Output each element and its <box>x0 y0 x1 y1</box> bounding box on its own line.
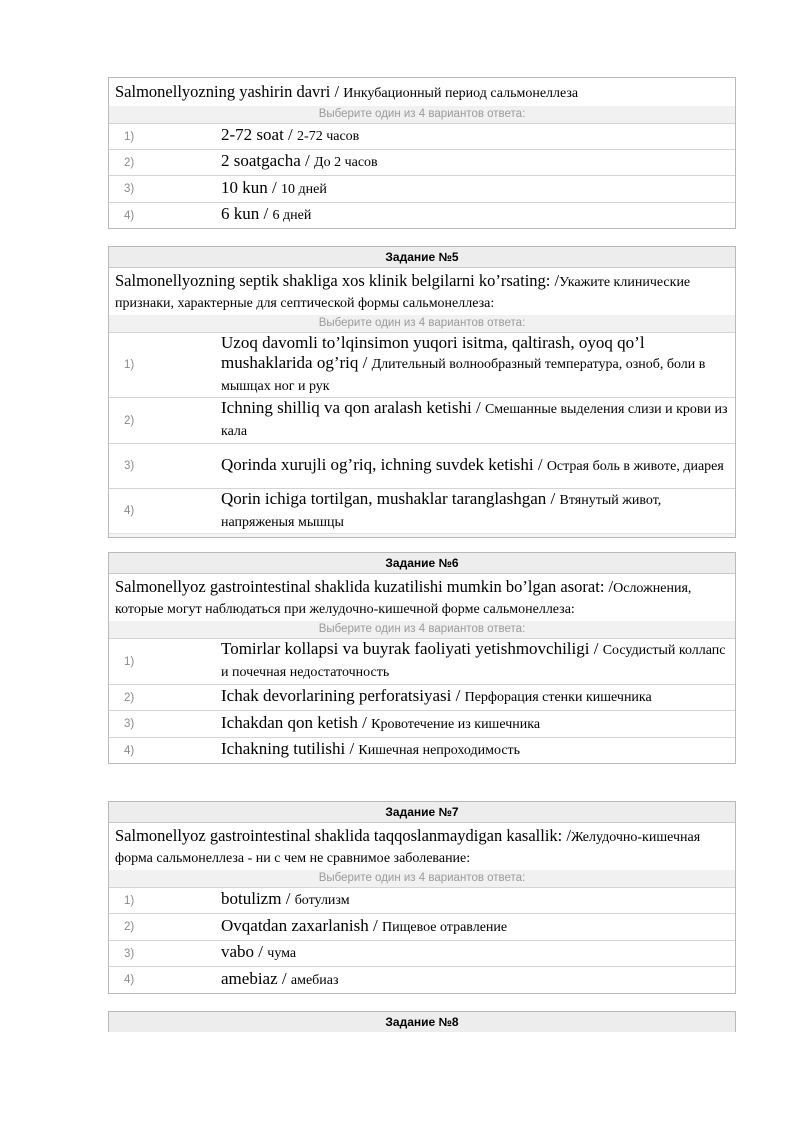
answer-option[interactable]: 3) 10 kun / 10 дней <box>109 175 735 202</box>
option-uz: Qorinda xurujli og’riq, ichning suvdek ketishi <box>221 454 534 474</box>
question-title: Задание №6 <box>109 553 735 574</box>
option-uz: Ichak devorlarining perforatsiyasi <box>221 686 452 705</box>
option-number: 3) <box>124 947 135 960</box>
question-ru: Осложнения, которые могут наблюдаться при желудочно-кишечной форме сальмонеллеза: <box>115 581 692 617</box>
option-number: 3) <box>124 718 135 730</box>
option-uz: Ovqatdan zaxarlanish <box>221 915 369 935</box>
option-number: 2) <box>124 414 135 427</box>
question-title: Задание №5 <box>109 247 735 268</box>
question-block-8 <box>108 1011 736 1032</box>
answer-option[interactable]: 1) Tomirlar kollapsi va buyrak faoliyati yetishmovchiligi / Сосудистый коллапс и почечная недостаточность <box>109 638 735 684</box>
answer-option[interactable]: 1) botulizm / ботулизм <box>109 887 735 913</box>
question-block-4 <box>108 77 736 229</box>
question-ru: Укажите клинические признаки, характерные для септической формы сальмонеллеза: <box>115 275 691 311</box>
option-number: 4) <box>124 744 135 757</box>
option-number: 4) <box>124 974 135 986</box>
option-uz: Ichning shilliq va qon aralash ketishi <box>221 398 472 417</box>
answer-option[interactable]: 4) Ichakning tutilishi / Кишечная непроходимость <box>109 737 735 763</box>
option-ru: Кровотечение из кишечника <box>371 716 541 732</box>
answer-hint: Выберите один из 4 вариантов ответа: <box>109 870 735 887</box>
option-ru: Сосудистый коллапс и почечная недостаточность <box>221 643 726 680</box>
option-ru: Пищевое отравление <box>381 919 508 935</box>
option-uz: Ichakdan qon ketish <box>221 712 358 732</box>
option-uz: 6 kun <box>221 204 260 223</box>
option-ru: Длительный волнообразный температура, озноб, боли в мышцах ног и рук <box>221 356 706 394</box>
option-ru: амебиаз <box>290 972 339 988</box>
question-block-6 <box>108 552 736 764</box>
answer-option[interactable]: 3) Ichakdan qon ketish / Кровотечение из кишечника <box>109 710 735 737</box>
option-ru: ботулизм <box>294 893 350 908</box>
option-number: 4) <box>124 209 135 222</box>
option-number: 1) <box>124 655 135 668</box>
option-number: 2) <box>124 921 135 933</box>
answer-option[interactable]: 2) Ichning shilliq va qon aralash ketishi / Смешанные выделения слизи и крови из кала <box>109 397 735 443</box>
option-number: 2) <box>124 156 135 169</box>
answer-hint: Выберите один из 4 вариантов ответа: <box>109 621 735 638</box>
answer-hint: Выберите один из 4 вариантов ответа: <box>109 315 735 332</box>
option-uz: Tomirlar kollapsi va buyrak faoliyati yetishmovchiligi <box>221 639 590 658</box>
option-uz: 2 soatgacha <box>221 151 301 170</box>
question-uz: Salmonellyozning yashirin davri <box>115 82 331 101</box>
option-number: 3) <box>124 460 135 472</box>
option-ru: 10 дней <box>280 181 327 197</box>
option-uz: amebiaz <box>221 968 278 988</box>
option-number: 4) <box>124 505 135 517</box>
option-uz: vabo <box>221 942 255 961</box>
option-uz: Ichakning tutilishi <box>221 739 346 758</box>
option-ru: 6 дней <box>272 208 312 223</box>
question-ru: Желудочно-кишечная форма сальмонеллеза - ни с чем не сравнимое заболевание: <box>115 830 701 866</box>
question-uz: Salmonellyozning septik shakliga xos klinik belgilarni ko’rsating: / <box>115 271 560 290</box>
question-uz: Salmonellyoz gastrointestinal shaklida taqqoslanmaydigan kasallik: / <box>115 826 571 845</box>
answer-option[interactable]: 4) amebiaz / амебиаз <box>109 966 735 993</box>
answer-hint: Выберите один из 4 вариантов ответа: <box>109 106 735 123</box>
option-ru: чума <box>267 946 297 961</box>
option-ru: До 2 часов <box>314 155 378 170</box>
option-ru: Перфорация стенки кишечника <box>464 690 652 705</box>
option-ru: Острая боль в животе, диарея <box>546 458 724 474</box>
option-uz: botulizm <box>221 889 282 908</box>
option-number: 1) <box>124 359 135 371</box>
option-ru: Смешанные выделения слизи и крови из кала <box>221 402 728 439</box>
question-text <box>109 823 735 870</box>
question-text: Salmonellyozning yashirin davri / Инкубационный период сальмонеллеза <box>115 82 579 101</box>
option-uz: 10 kun <box>221 177 268 197</box>
option-uz: 2-72 soat <box>221 125 284 144</box>
option-uz: Uzoq davomli to’lqinsimon yuqori isitma, qaltirash, oyoq qo’l mushaklarida og’riq <box>221 332 645 372</box>
option-ru: 2-72 часов <box>297 129 360 144</box>
option-ru: Втянутый живот, напряженыя мышцы <box>221 492 662 530</box>
answer-option[interactable]: 3) vabo / чума <box>109 940 735 966</box>
answer-option[interactable]: 1) 2-72 soat / 2-72 часов <box>109 123 735 149</box>
option-number: 1) <box>124 894 135 907</box>
answer-option[interactable]: 1) Uzoq davomli to’lqinsimon yuqori isitma, qaltirash, oyoq qo’l mushaklarida og’riq / Длительный волнообразный температура, озноб, боли в мышцах ног и рук <box>109 332 735 397</box>
question-title: Задание №7 <box>109 802 735 823</box>
option-number: 2) <box>124 691 135 704</box>
question-text <box>109 268 735 315</box>
option-number: 1) <box>124 130 135 143</box>
question-uz: Salmonellyoz gastrointestinal shaklida kuzatilishi mumkin bo’lgan asorat: / <box>115 577 614 596</box>
option-number: 3) <box>124 183 135 195</box>
question-block-7 <box>108 801 736 994</box>
option-uz: Qorin ichiga tortilgan, mushaklar taranglashgan <box>221 488 547 508</box>
answer-option[interactable]: 3) Qorinda xurujli og’riq, ichning suvdek ketishi / Острая боль в животе, диарея <box>109 443 735 488</box>
question-title: Задание №8 <box>109 1012 735 1032</box>
answer-option[interactable]: 4) Qorin ichiga tortilgan, mushaklar taranglashgan / Втянутый живот, напряженыя мышцы <box>109 488 735 533</box>
answer-option[interactable]: 2) Ovqatdan zaxarlanish / Пищевое отравление <box>109 913 735 940</box>
block-bottom-strip <box>109 533 735 537</box>
answer-option[interactable]: 4) 6 kun / 6 дней <box>109 202 735 228</box>
answer-option[interactable]: 2) Ichak devorlarining perforatsiyasi / Перфорация стенки кишечника <box>109 684 735 710</box>
question-text <box>109 574 735 621</box>
question-block-5 <box>108 246 736 538</box>
question-ru: Инкубационный период сальмонеллеза <box>343 86 579 101</box>
answer-option[interactable]: 2) 2 soatgacha / До 2 часов <box>109 149 735 175</box>
option-ru: Кишечная непроходимость <box>358 743 521 758</box>
